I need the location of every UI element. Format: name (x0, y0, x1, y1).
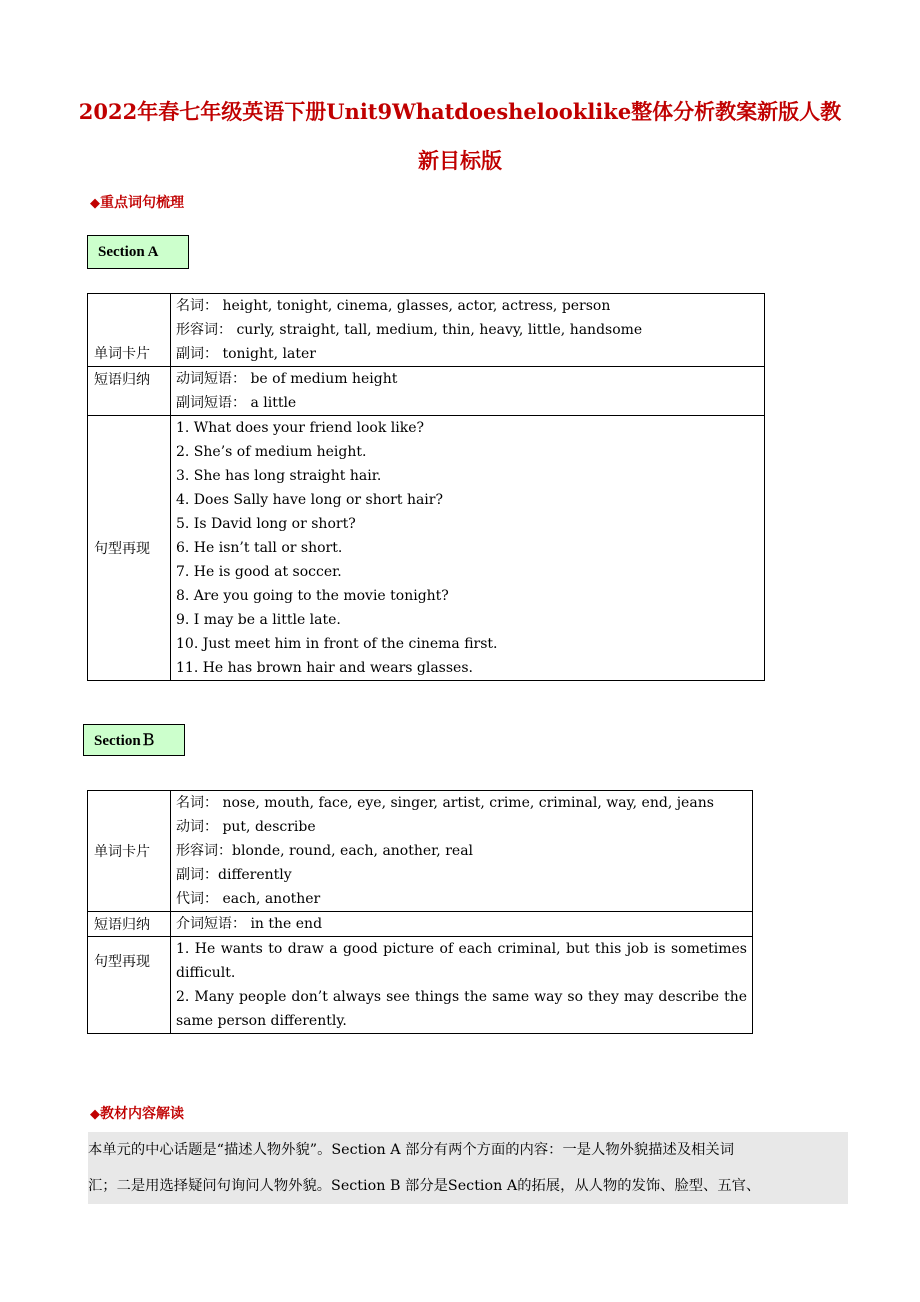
row-content (171, 791, 753, 912)
table-row (88, 294, 765, 367)
content-line: 5. Is David long or short? (176, 516, 356, 532)
row-label: 句型再现 (88, 937, 171, 1034)
content-line: 2. Many people don’t always see things the same way so they may describe the same person differently. (176, 989, 747, 1029)
content-line: 6. He isn’t tall or short. (176, 540, 343, 556)
paragraph-line: 汇；二是用选择疑问句询问人物外貌。Section B 部分是Section A的拓展，从人物的发饰、脸型、五官、 (88, 1168, 848, 1204)
diamond-bullet-icon: ◆ (90, 196, 100, 211)
content-line: 副词：differently (176, 867, 292, 883)
section-a-label: Section A (87, 235, 189, 269)
content-line: 动词： put, describe (176, 819, 316, 835)
section-b-table (87, 790, 753, 1034)
content-line: 9. I may be a little late. (176, 612, 341, 628)
content-line: 7. He is good at soccer. (176, 564, 342, 580)
diamond-bullet-icon: ◆ (90, 1107, 100, 1122)
content-line: 3. She has long straight hair. (176, 468, 382, 484)
heading-content-reading (90, 1103, 184, 1123)
paragraph-line: 本单元的中心话题是“描述人物外貌”。Section A 部分有两个方面的内容：一是人物外貌描述及相关词 (88, 1132, 848, 1168)
content-line: 形容词：blonde, round, each, another, real (176, 843, 474, 859)
row-label: 短语归纳 (88, 912, 171, 937)
content-line: 10. Just meet him in front of the cinema first. (176, 636, 498, 652)
content-line: 1. What does your friend look like? (176, 420, 425, 436)
table-row (88, 416, 765, 681)
section-a-table (87, 293, 765, 681)
content-line: 1. He wants to draw a good picture of each criminal, but this job is sometimes difficult. (176, 941, 747, 981)
document-title-line-1: 2022年春七年级英语下册Unit9Whatdoeshelooklike整体分析教案新版人教 (78, 99, 842, 124)
content-line: 介词短语： in the end (176, 916, 323, 932)
content-line: 名词： height, tonight, cinema, glasses, actor, actress, person (176, 298, 611, 314)
heading-content-reading-text: 教材内容解读 (100, 1106, 184, 1122)
content-paragraph (88, 1132, 848, 1204)
heading-key-words (90, 192, 184, 212)
content-line: 2. She’s of medium height. (176, 444, 367, 460)
heading-key-words-text: 重点词句梳理 (100, 195, 184, 211)
content-line: 动词短语： be of medium height (176, 371, 398, 387)
content-line: 副词： tonight, later (176, 346, 316, 362)
table-row (88, 937, 753, 1034)
row-label: 单词卡片 (88, 294, 171, 367)
content-line: 8. Are you going to the movie tonight? (176, 588, 449, 604)
row-label: 短语归纳 (88, 367, 171, 416)
row-content (171, 416, 765, 681)
table-row (88, 791, 753, 912)
row-content (171, 294, 765, 367)
content-line: 4. Does Sally have long or short hair? (176, 492, 443, 508)
content-line: 11. He has brown hair and wears glasses. (176, 660, 473, 676)
content-line: 形容词： curly, straight, tall, medium, thin, heavy, little, handsome (176, 322, 643, 338)
row-label: 单词卡片 (88, 791, 171, 912)
row-label: 句型再现 (88, 416, 171, 681)
content-line: 代词： each, another (176, 891, 321, 907)
table-row (88, 367, 765, 416)
content-line: 副词短语： a little (176, 395, 297, 411)
row-content (171, 937, 753, 1034)
row-content (171, 912, 753, 937)
row-content (171, 367, 765, 416)
document-title-line-2: 新目标版 (418, 148, 502, 173)
table-row (88, 912, 753, 937)
content-line: 名词： nose, mouth, face, eye, singer, artist, crime, criminal, way, end, jeans (176, 795, 714, 811)
section-b-label: SectionＢ (83, 724, 185, 756)
